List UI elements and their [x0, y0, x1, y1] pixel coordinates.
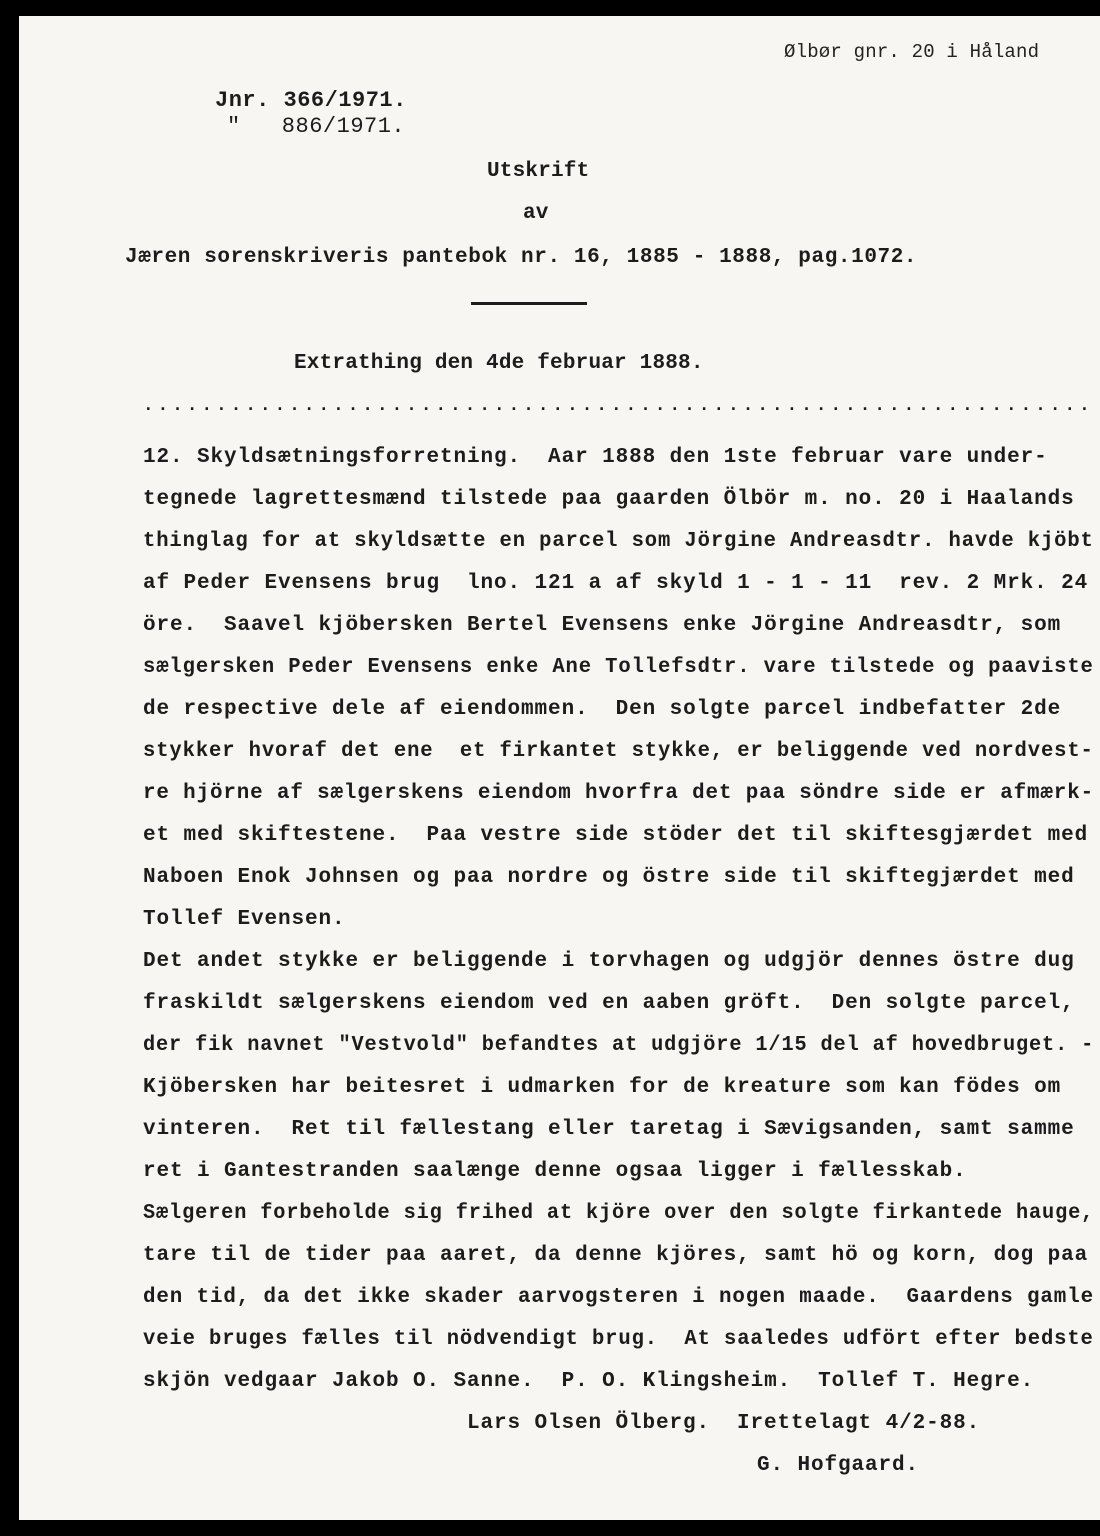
body-line: vinteren. Ret til fællestang eller taretag i Sævigsanden, samt samme [143, 1118, 1075, 1141]
body-line: Kjöbersken har beitesret i udmarken for de kreature som kan födes om [143, 1076, 1062, 1099]
body-line: af Peder Evensens brug lno. 121 a af skyld 1 - 1 - 11 rev. 2 Mrk. 24 [143, 572, 1089, 595]
signature-line: Lars Olsen Ölberg. Irettelagt 4/2-88. [467, 1412, 981, 1435]
body-line: ret i Gantestranden saalænge denne ogsaa ligger i fællesskab. [143, 1160, 967, 1183]
body-line: veie bruges fælles til nödvendigt brug. At saaledes udfört efter bedste [143, 1328, 1094, 1351]
body-line: Sælgeren forbeholde sig frihed at kjöre over den solgte firkantede hauge, [143, 1202, 1095, 1225]
property-reference: Ølbør gnr. 20 i Håland [784, 41, 1040, 63]
title-utskrift: Utskrift [487, 160, 590, 183]
signature-hofgaard: G. Hofgaard. [757, 1454, 920, 1477]
body-line: re hjörne af sælgerskens eiendom hvorfra det paa söndre side er afmærk- [143, 782, 1094, 805]
document-page [19, 16, 1100, 1520]
body-line: stykker hvoraf det ene et firkantet stykke, er beliggende ved nordvest- [143, 740, 1094, 763]
body-line: Det andet stykke er beliggende i torvhagen og udgjör dennes östre dug [143, 950, 1075, 973]
body-line: et med skiftestene. Paa vestre side stöder det til skiftesgjærdet med [143, 824, 1089, 847]
body-line: 12. Skyldsætningsforretning. Aar 1888 den 1ste februar vare under- [143, 446, 1048, 469]
dotted-separator: ................................................................. [143, 396, 1094, 416]
title-av: av [523, 202, 549, 225]
body-line: thinglag for at skyldsætte en parcel som Jörgine Andreasdtr. havde kjöbt [143, 530, 1094, 553]
title-source: Jæren sorenskriveris pantebok nr. 16, 1885 - 1888, pag.1072. [125, 246, 918, 269]
title-rule [471, 302, 587, 305]
body-line: skjön vedgaar Jakob O. Sanne. P. O. Klingsheim. Tollef T. Hegre. [143, 1370, 1035, 1393]
body-line: tegnede lagrettesmænd tilstede paa gaarden Ölbör m. no. 20 i Haalands [143, 488, 1075, 511]
body-line: den tid, da det ikke skader aarvogsteren i nogen maade. Gaardens gamle [143, 1286, 1094, 1309]
journal-number-1: Jnr. 366/1971. [215, 88, 407, 113]
body-line: Naboen Enok Johnsen og paa nordre og östre side til skiftegjærdet med [143, 866, 1075, 889]
body-line: fraskildt sælgerskens eiendom ved en aaben gröft. Den solgte parcel, [143, 992, 1075, 1015]
body-line: de respective dele af eiendommen. Den solgte parcel indbefatter 2de [143, 698, 1062, 721]
body-line: sælgersken Peder Evensens enke Ane Tollefsdtr. vare tilstede og paaviste [143, 656, 1094, 679]
journal-number-2: " 886/1971. [227, 114, 406, 139]
body-line: öre. Saavel kjöbersken Bertel Evensens enke Jörgine Andreasdtr, som [143, 614, 1062, 637]
body-line: tare til de tider paa aaret, da denne kjöres, samt hö og korn, dog paa [143, 1244, 1089, 1267]
body-line: der fik navnet "Vestvold" befandtes at udgjöre 1/15 del af hovedbruget. - [143, 1034, 1095, 1057]
body-line: Tollef Evensen. [143, 908, 346, 931]
session-heading: Extrathing den 4de februar 1888. [294, 352, 704, 375]
